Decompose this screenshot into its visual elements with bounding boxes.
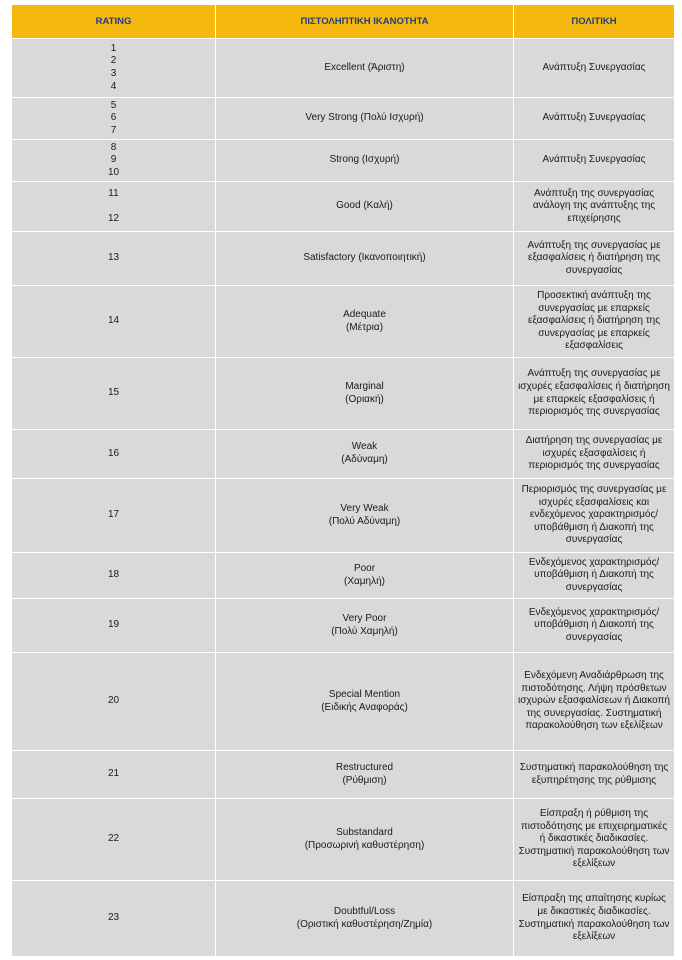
capacity-label: Good (Καλή) [336,200,393,212]
capacity-label: Special Mention [328,688,401,700]
capacity-label: Substandard [336,826,393,838]
capacity-label: Adequate [343,308,386,320]
credit-capacity-cell [216,358,514,430]
capacity-translation: (Οριστική καθυστέρηση/Ζημία) [296,918,433,930]
credit-capacity-cell [216,286,514,358]
rating-value: 16 [107,447,120,459]
table-row [12,286,675,358]
policy-cell: Είσπραξη ή ρύθμιση της πιστοδότησης με επιχειρηματικές ή δικαστικές διαδικασίες. Συστηματική παρακολούθηση των εξελίξεων [514,799,675,881]
table-row [12,599,675,653]
rating-cell [12,479,216,553]
credit-capacity-cell [216,653,514,751]
header-credit-capacity: ΠΙΣΤΟΛΗΠΤΙΚΗ ΙΚΑΝΟΤΗΤΑ [216,5,514,39]
rating-value: 4 [110,80,117,92]
rating-value: 15 [107,387,120,399]
capacity-label: Poor [353,562,376,574]
table-row [12,430,675,479]
capacity-label: Strong (Ισχυρή) [329,154,400,166]
rating-cell [12,232,216,286]
policy-cell: Ενδεχόμενη Αναδιάρθρωση της πιστοδότησης. Λήψη πρόσθετων ισχυρών εξασφαλίσεων ή Διακοπή της συνεργασίας. Συστηματική παρακολούθηση των εξελίξεων [514,653,675,751]
table-row [12,182,675,232]
rating-cell [12,430,216,479]
table-row [12,479,675,553]
capacity-translation: (Προσωρινή καθυστέρηση) [304,839,425,851]
credit-capacity-cell [216,751,514,799]
rating-value: 14 [107,315,120,327]
policy-cell: Περιορισμός της συνεργασίας με ισχυρές εξασφαλίσεις και ενδεχόμενος χαρακτηρισμός/ υποβάθμιση ή Διακοπή της συνεργασίας [514,479,675,553]
rating-value: 20 [107,695,120,707]
credit-capacity-cell [216,232,514,286]
credit-capacity-cell [216,881,514,957]
table-row [12,799,675,881]
policy-cell: Ενδεχόμενος χαρακτηρισμός/ υποβάθμιση ή Διακοπή της συνεργασίας [514,553,675,599]
rating-gap [15,201,212,213]
capacity-translation: (Αδύναμη) [341,454,388,465]
table-body [12,39,675,957]
capacity-label: Weak [351,441,378,453]
credit-capacity-cell [216,39,514,98]
rating-cell [12,653,216,751]
rating-value: 9 [110,154,117,166]
credit-capacity-cell [216,182,514,232]
rating-value: 1 [110,42,117,54]
rating-value: 17 [107,509,120,521]
policy-cell: Διατήρηση της συνεργασίας με ισχυρές εξασφαλίσεις ή περιορισμός της συνεργασίας [514,430,675,479]
policy-cell: Ενδεχόμενος χαρακτηρισμός/ υποβάθμιση ή Διακοπή της συνεργασίας [514,599,675,653]
table-row [12,751,675,799]
capacity-translation: (Μέτρια) [345,321,384,333]
policy-cell: Ανάπτυξη της συνεργασίας ανάλογη της ανάπτυξης της επιχείρησης [514,182,675,232]
rating-value: 13 [107,252,120,264]
capacity-label: Marginal [345,380,384,392]
rating-value: 23 [107,912,120,924]
table-row [12,653,675,751]
capacity-label: Very Strong (Πολύ Ισχυρή) [305,112,424,124]
table-row [12,881,675,957]
rating-value: 6 [110,112,117,124]
rating-cell [12,182,216,232]
capacity-label: Doubtful/Loss [333,905,396,917]
policy-cell: Είσπραξη της απαίτησης κυρίως με δικαστικές διαδικασίες. Συστηματική παρακολούθηση των εξελίξεων [514,881,675,957]
table-row [12,232,675,286]
policy-cell: Ανάπτυξη Συνεργασίας [514,98,675,140]
rating-value: 21 [107,768,120,780]
capacity-translation: (Πολύ Χαμηλή) [331,625,398,637]
credit-capacity-cell [216,98,514,140]
policy-cell: Ανάπτυξη της συνεργασίας με εξασφαλίσεις ή διατήρηση της συνεργασίας [514,232,675,286]
rating-cell [12,286,216,358]
rating-cell [12,751,216,799]
rating-cell [12,140,216,182]
rating-cell [12,39,216,98]
table-row [12,140,675,182]
credit-capacity-cell [216,599,514,653]
capacity-translation: (Οριακή) [345,393,384,405]
rating-value: 18 [107,569,120,581]
capacity-label: Very Poor [342,612,387,624]
capacity-label: Restructured [335,761,394,773]
rating-value: 5 [110,99,117,111]
rating-policy-table [11,4,675,957]
policy-cell: Ανάπτυξη Συνεργασίας [514,140,675,182]
rating-value: 11 [108,187,119,199]
capacity-translation: (Ειδικής Αναφοράς) [321,701,408,713]
table-row [12,39,675,98]
capacity-label: Very Weak [340,502,389,514]
policy-cell: Συστηματική παρακολούθηση της εξυπηρέτησης της ρύθμισης [514,751,675,799]
rating-value: 3 [110,68,117,79]
rating-value: 2 [110,55,117,67]
table-row [12,553,675,599]
policy-cell: Ανάπτυξη Συνεργασίας [514,39,675,98]
capacity-translation: (Ρύθμιση) [342,774,387,786]
header-rating: RATING [12,5,216,39]
rating-value: 22 [107,833,120,845]
rating-cell [12,881,216,957]
rating-cell [12,358,216,430]
rating-value: 12 [107,212,120,224]
credit-capacity-cell [216,479,514,553]
credit-capacity-cell [216,140,514,182]
policy-cell: Προσεκτική ανάπτυξη της συνεργασίας με επαρκείς εξασφαλίσεις ή διατήρηση της συνεργασίας με επαρκείς εξασφαλίσεις [514,286,675,358]
table-row [12,98,675,140]
capacity-label: Satisfactory (Ικανοποιητική) [303,252,426,264]
rating-value: 7 [110,124,117,136]
header-policy: ΠΟΛΙΤΙΚΗ [514,5,675,39]
capacity-translation: (Χαμηλή) [344,575,385,587]
policy-cell: Ανάπτυξη της συνεργασίας με ισχυρές εξασφαλίσεις ή διατήρηση με επαρκείς εξασφαλίσεις ή περιορισμός της συνεργασίας [514,358,675,430]
rating-cell [12,98,216,140]
credit-capacity-cell [216,553,514,599]
table-header-row [12,5,675,39]
rating-value: 10 [107,166,120,178]
table-row [12,358,675,430]
credit-capacity-cell [216,799,514,881]
rating-cell [12,799,216,881]
credit-capacity-cell [216,430,514,479]
rating-value: 19 [107,619,120,631]
capacity-translation: (Πολύ Αδύναμη) [328,515,401,527]
rating-cell [12,553,216,599]
rating-cell [12,599,216,653]
rating-value: 8 [110,141,117,153]
capacity-label: Excellent (Άριστη) [324,61,405,73]
